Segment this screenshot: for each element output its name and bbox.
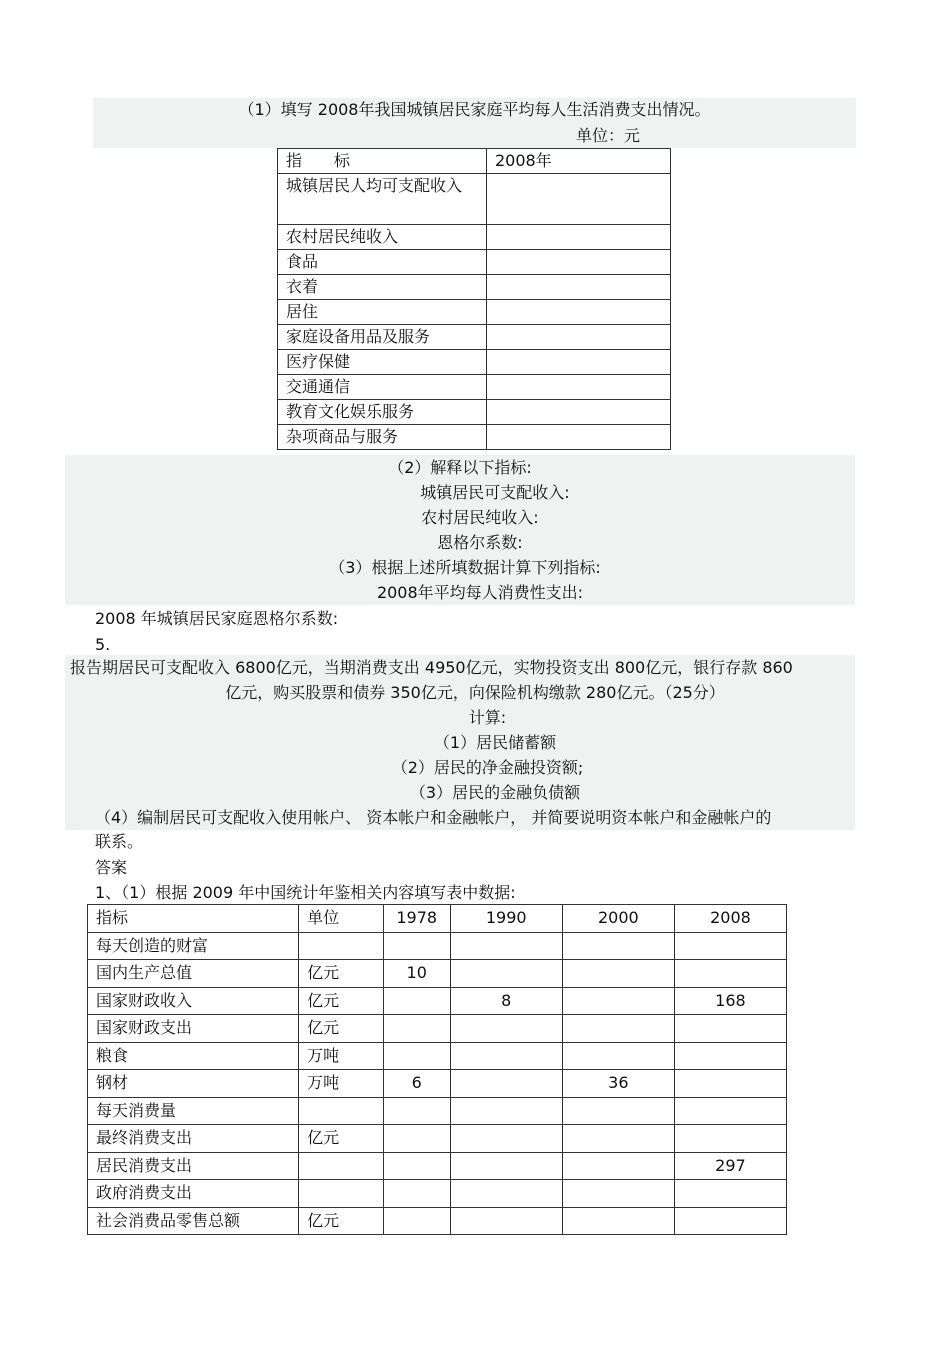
unit-cell: 万吨 — [299, 1042, 384, 1070]
q5-compute: 计算: — [468, 708, 507, 727]
term-engel-2008: 2008 年城镇居民家庭恩格尔系数: — [95, 609, 339, 628]
value-cell[interactable] — [562, 1015, 674, 1043]
section3-heading: （3）根据上述所填数据计算下列指标: — [329, 558, 601, 577]
value-cell[interactable] — [383, 1042, 450, 1070]
table-header-row — [88, 905, 787, 933]
header-indicator: 指 标 — [278, 149, 487, 174]
value-cell[interactable] — [674, 1125, 786, 1153]
unit-cell — [299, 1097, 384, 1125]
value-cell[interactable] — [562, 932, 674, 960]
value-cell[interactable] — [562, 1207, 674, 1235]
column-header: 2000 — [562, 905, 674, 933]
unit-cell: 亿元 — [299, 1207, 384, 1235]
value-cell[interactable] — [674, 1207, 786, 1235]
value-cell[interactable] — [674, 1015, 786, 1043]
value-cell[interactable] — [674, 1070, 786, 1098]
table-row — [88, 1152, 787, 1180]
table-row — [278, 350, 671, 375]
value-cell[interactable] — [450, 1042, 562, 1070]
q5-item4-line1: （4）编制居民可支配收入使用帐户、 资本帐户和金融帐户， 并简要说明资本帐户和金融帐户的 — [95, 808, 772, 827]
header-2008: 2008年 — [487, 149, 671, 174]
row-label: 城镇居民人均可支配收入 — [278, 174, 487, 225]
column-header: 2008 — [674, 905, 786, 933]
row-label: 杂项商品与服务 — [278, 425, 487, 450]
q5-item2: （2）居民的净金融投资额; — [391, 758, 584, 777]
row-label: 食品 — [278, 250, 487, 275]
q5-item3: （3）居民的金融负债额 — [409, 783, 581, 802]
column-header: 单位 — [299, 905, 384, 933]
column-header: 1990 — [450, 905, 562, 933]
term-avg-spending: 2008年平均每人消费性支出: — [376, 583, 584, 602]
value-cell[interactable] — [383, 987, 450, 1015]
term-rural-income: 农村居民纯收入: — [421, 508, 539, 527]
row-label: 钢材 — [88, 1070, 299, 1098]
value-cell[interactable] — [450, 1180, 562, 1208]
table-row — [278, 425, 671, 450]
value-cell[interactable]: 10 — [383, 960, 450, 988]
row-label: 粮食 — [88, 1042, 299, 1070]
unit-cell — [299, 1180, 384, 1208]
value-cell[interactable] — [674, 960, 786, 988]
value-cell[interactable] — [450, 1125, 562, 1153]
table-row — [278, 325, 671, 350]
unit-cell: 万吨 — [299, 1070, 384, 1098]
value-cell[interactable] — [487, 375, 671, 400]
answer-intro: 1、（1）根据 2009 年中国统计年鉴相关内容填写表中数据: — [95, 883, 516, 902]
answer-label: 答案 — [95, 858, 128, 877]
value-cell[interactable] — [674, 1097, 786, 1125]
unit-cell: 亿元 — [299, 1125, 384, 1153]
value-cell[interactable] — [450, 932, 562, 960]
value-cell[interactable]: 168 — [674, 987, 786, 1015]
q5-item4-line2: 联系。 — [95, 832, 144, 851]
value-cell[interactable] — [487, 425, 671, 450]
section2-heading: （2）解释以下指标: — [388, 458, 532, 477]
q5-text-line2: 亿元，购买股票和债券 350亿元，向保险机构缴款 280亿元。（25分） — [225, 683, 725, 702]
value-cell[interactable] — [450, 1070, 562, 1098]
unit-cell — [299, 1152, 384, 1180]
value-cell[interactable]: 8 — [450, 987, 562, 1015]
statistics-table — [87, 904, 787, 1235]
table-row — [88, 1125, 787, 1153]
value-cell[interactable] — [562, 987, 674, 1015]
table-row — [88, 1207, 787, 1235]
table-row — [88, 1180, 787, 1208]
table-header-row — [278, 149, 671, 174]
term-urban-income: 城镇居民可支配收入: — [420, 483, 570, 502]
row-label: 农村居民纯收入 — [278, 225, 487, 250]
unit-cell: 亿元 — [299, 1015, 384, 1043]
value-cell[interactable] — [562, 960, 674, 988]
row-label: 衣着 — [278, 275, 487, 300]
row-label: 最终消费支出 — [88, 1125, 299, 1153]
column-header: 1978 — [383, 905, 450, 933]
table-row — [88, 1042, 787, 1070]
unit-label: 单位：元 — [576, 126, 641, 145]
value-cell[interactable] — [487, 300, 671, 325]
value-cell[interactable] — [674, 1042, 786, 1070]
value-cell[interactable] — [562, 1180, 674, 1208]
row-label: 国内生产总值 — [88, 960, 299, 988]
value-cell[interactable] — [487, 350, 671, 375]
value-cell[interactable] — [450, 1015, 562, 1043]
row-label: 国家财政支出 — [88, 1015, 299, 1043]
row-label: 社会消费品零售总额 — [88, 1207, 299, 1235]
unit-cell: 亿元 — [299, 960, 384, 988]
value-cell[interactable] — [487, 250, 671, 275]
table-row — [278, 300, 671, 325]
value-cell[interactable]: 6 — [383, 1070, 450, 1098]
table-row — [88, 1070, 787, 1098]
table-row — [88, 960, 787, 988]
value-cell[interactable] — [674, 1180, 786, 1208]
value-cell[interactable] — [450, 1207, 562, 1235]
value-cell[interactable] — [450, 960, 562, 988]
value-cell[interactable] — [487, 275, 671, 300]
row-label: 每天消费量 — [88, 1097, 299, 1125]
q5-text-line1: 报告期居民可支配收入 6800亿元，当期消费支出 4950亿元，实物投资支出 800亿元，银行存款 860 — [70, 658, 793, 677]
value-cell[interactable] — [450, 1097, 562, 1125]
value-cell[interactable] — [487, 400, 671, 425]
value-cell[interactable] — [383, 1015, 450, 1043]
consumption-table — [277, 148, 671, 450]
row-label: 政府消费支出 — [88, 1180, 299, 1208]
value-cell[interactable]: 297 — [674, 1152, 786, 1180]
table-row — [88, 1015, 787, 1043]
unit-cell: 亿元 — [299, 987, 384, 1015]
value-cell[interactable] — [674, 932, 786, 960]
table-row — [278, 225, 671, 250]
value-cell[interactable] — [383, 932, 450, 960]
value-cell[interactable] — [562, 1097, 674, 1125]
row-label: 每天创造的财富 — [88, 932, 299, 960]
q5-item1: （1）居民储蓄额 — [433, 733, 557, 752]
table-row — [88, 1097, 787, 1125]
row-label: 居住 — [278, 300, 487, 325]
question-number: 5. — [95, 635, 111, 654]
value-cell[interactable] — [562, 1125, 674, 1153]
term-engel: 恩格尔系数: — [437, 533, 523, 552]
row-label: 居民消费支出 — [88, 1152, 299, 1180]
value-cell[interactable] — [383, 1097, 450, 1125]
unit-cell — [299, 932, 384, 960]
row-label: 家庭设备用品及服务 — [278, 325, 487, 350]
value-cell[interactable] — [450, 1152, 562, 1180]
value-cell[interactable] — [383, 1180, 450, 1208]
value-cell[interactable] — [487, 225, 671, 250]
value-cell[interactable] — [487, 325, 671, 350]
value-cell[interactable] — [383, 1125, 450, 1153]
table-row — [88, 987, 787, 1015]
value-cell[interactable] — [487, 174, 671, 225]
value-cell[interactable] — [383, 1207, 450, 1235]
table-row — [278, 250, 671, 275]
value-cell[interactable]: 36 — [562, 1070, 674, 1098]
value-cell[interactable] — [383, 1152, 450, 1180]
row-label: 医疗保健 — [278, 350, 487, 375]
value-cell[interactable] — [562, 1152, 674, 1180]
table-row — [278, 275, 671, 300]
table-row — [278, 174, 671, 225]
column-header: 指标 — [88, 905, 299, 933]
row-label: 国家财政收入 — [88, 987, 299, 1015]
table-row — [278, 375, 671, 400]
section1-title: （1）填写 2008年我国城镇居民家庭平均每人生活消费支出情况。 — [238, 100, 711, 119]
table-row — [88, 932, 787, 960]
row-label: 教育文化娱乐服务 — [278, 400, 487, 425]
value-cell[interactable] — [562, 1042, 674, 1070]
row-label: 交通通信 — [278, 375, 487, 400]
table-row — [278, 400, 671, 425]
